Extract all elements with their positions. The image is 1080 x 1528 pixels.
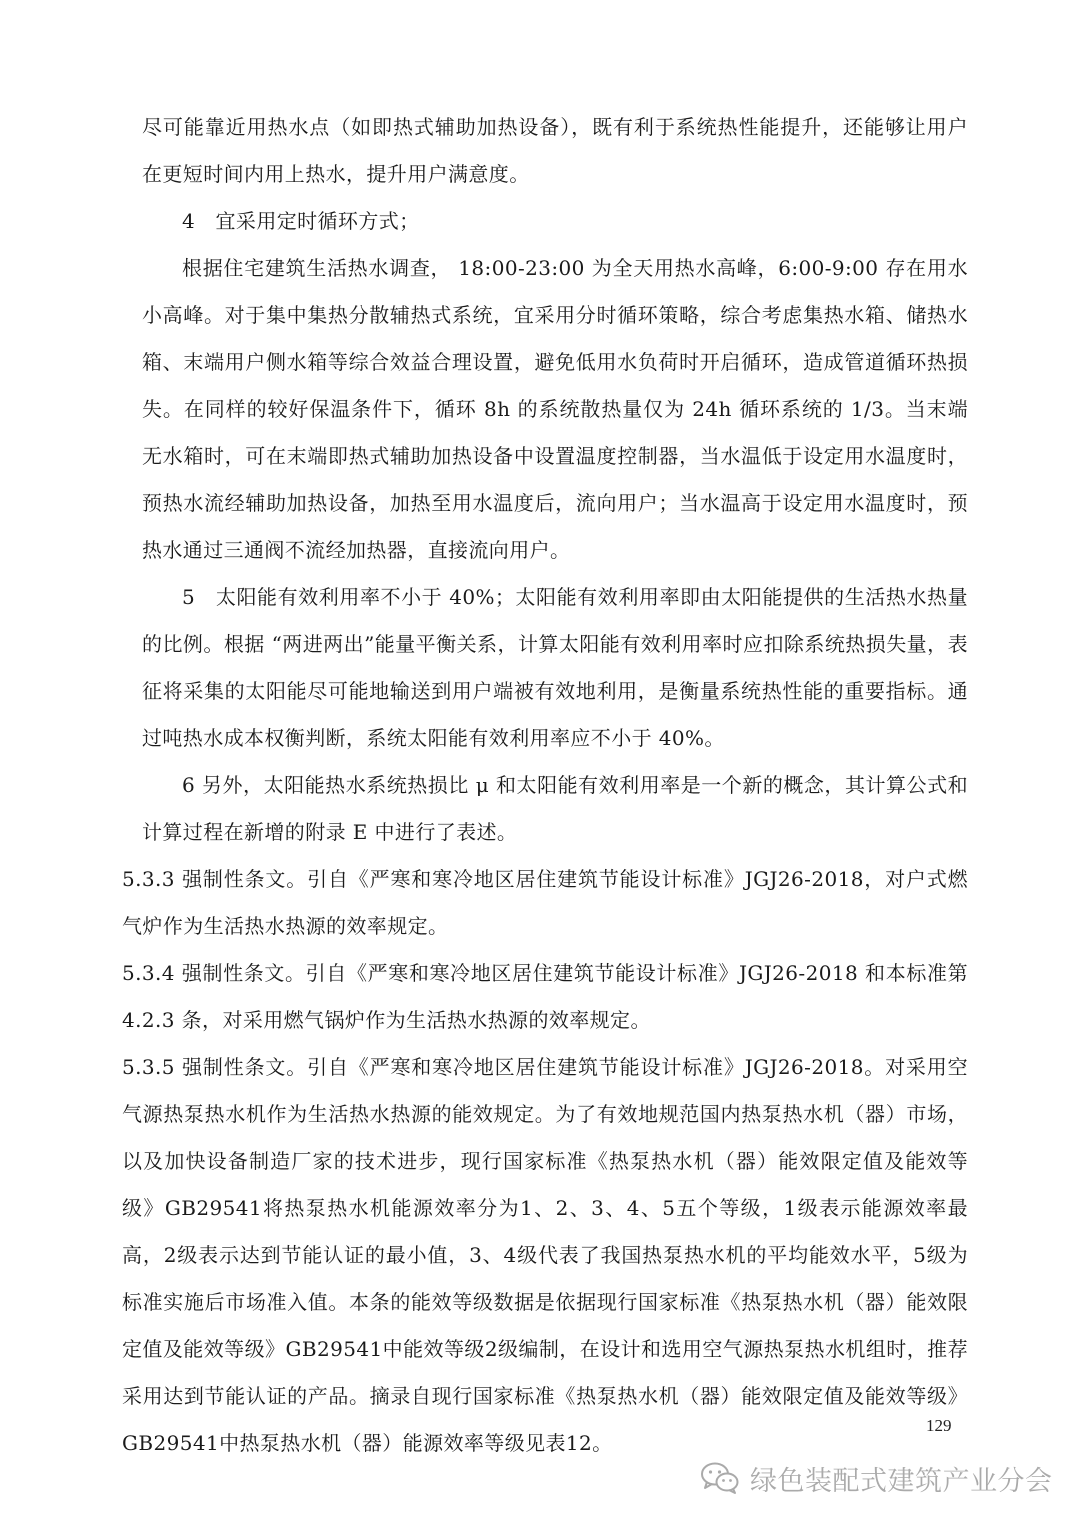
body-text bbox=[122, 104, 968, 1467]
clause-5-3-4: 5.3.4 强制性条文。引自《严寒和寒冷地区居住建筑节能设计标准》JGJ26-2018 和本标准第 4.2.3 条，对采用燃气锅炉作为生活热水热源的效率规定。 bbox=[122, 961, 968, 1032]
clause-5-3-5: 5.3.5 强制性条文。引自《严寒和寒冷地区居住建筑节能设计标准》JGJ26-2018。对采用空气源热泵热水机作为生活热水热源的能效规定。为了有效地规范国内热泵热水机（器）市场，以及加快设备制造厂家的技术进步，现行国家标准《热泵热水机（器）能效限定值及能效等级》GB29541将热泵热水机能源效率分为1、2、3、4、5五个等级，1级表示能源效率最高，2级表示达到节能认证的最小值，3、4级代表了我国热泵热水机的平均能效水平，5级为标准实施后市场准入值。本条的能效等级数据是依据现行国家标准《热泵热水机（器）能效限定值及能效等级》GB29541中能效等级2级编制，在设计和选用空气源热泵热水机组时，推荐采用达到节能认证的产品。摘录自现行国家标准《热泵热水机（器）能效限定值及能效等级》GB29541中热泵热水机（器）能源效率等级见表12。 bbox=[122, 1055, 968, 1455]
wechat-icon bbox=[700, 1461, 740, 1495]
paragraph-item-6: 6 另外，太阳能热水系统热损比 μ 和太阳能有效利用率是一个新的概念，其计算公式和计算过程在新增的附录 E 中进行了表述。 bbox=[142, 773, 968, 844]
paragraph-item-4: 4 宜采用定时循环方式； bbox=[182, 209, 420, 233]
paragraph-item-4-explanation: 根据住宅建筑生活热水调查， 18:00-23:00 为全天用热水高峰，6:00-9:00 存在用水小高峰。对于集中集热分散辅热式系统，宜采用分时循环策略，综合考虑集热水箱、储热水箱、末端用户侧水箱等综合效益合理设置，避免低用水负荷时开启循环，造成管道循环热损失。在同样的较好保温条件下，循环 8h 的系统散热量仅为 24h 循环系统的 1/3。当末端无水箱时，可在末端即热式辅助加热设备中设置温度控制器，当水温低于设定用水温度时，预热水流经辅助加热设备，加热至用水温度后，流向用户；当水温高于设定用水温度时，预热水通过三通阀不流经加热器，直接流向用户。 bbox=[142, 256, 968, 562]
paragraph-continuation: 尽可能靠近用热水点（如即热式辅助加热设备），既有利于系统热性能提升，还能够让用户在更短时间内用上热水，提升用户满意度。 bbox=[142, 115, 968, 186]
watermark bbox=[700, 1458, 1053, 1498]
clause-5-3-3: 5.3.3 强制性条文。引自《严寒和寒冷地区居住建筑节能设计标准》JGJ26-2018，对户式燃气炉作为生活热水热源的效率规定。 bbox=[122, 867, 968, 938]
watermark-text: 绿色装配式建筑产业分会 bbox=[750, 1465, 1053, 1497]
page-number: 129 bbox=[926, 1416, 952, 1435]
paragraph-item-5: 5 太阳能有效利用率不小于 40%；太阳能有效利用率即由太阳能提供的生活热水热量的比例。根据 “两进两出”能量平衡关系，计算太阳能有效利用率时应扣除系统热损失量，表征将采集的太阳能尽可能地输送到用户端被有效地利用，是衡量系统热性能的重要指标。通过吨热水成本权衡判断，系统太阳能有效利用率应不小于 40%。 bbox=[142, 585, 968, 750]
